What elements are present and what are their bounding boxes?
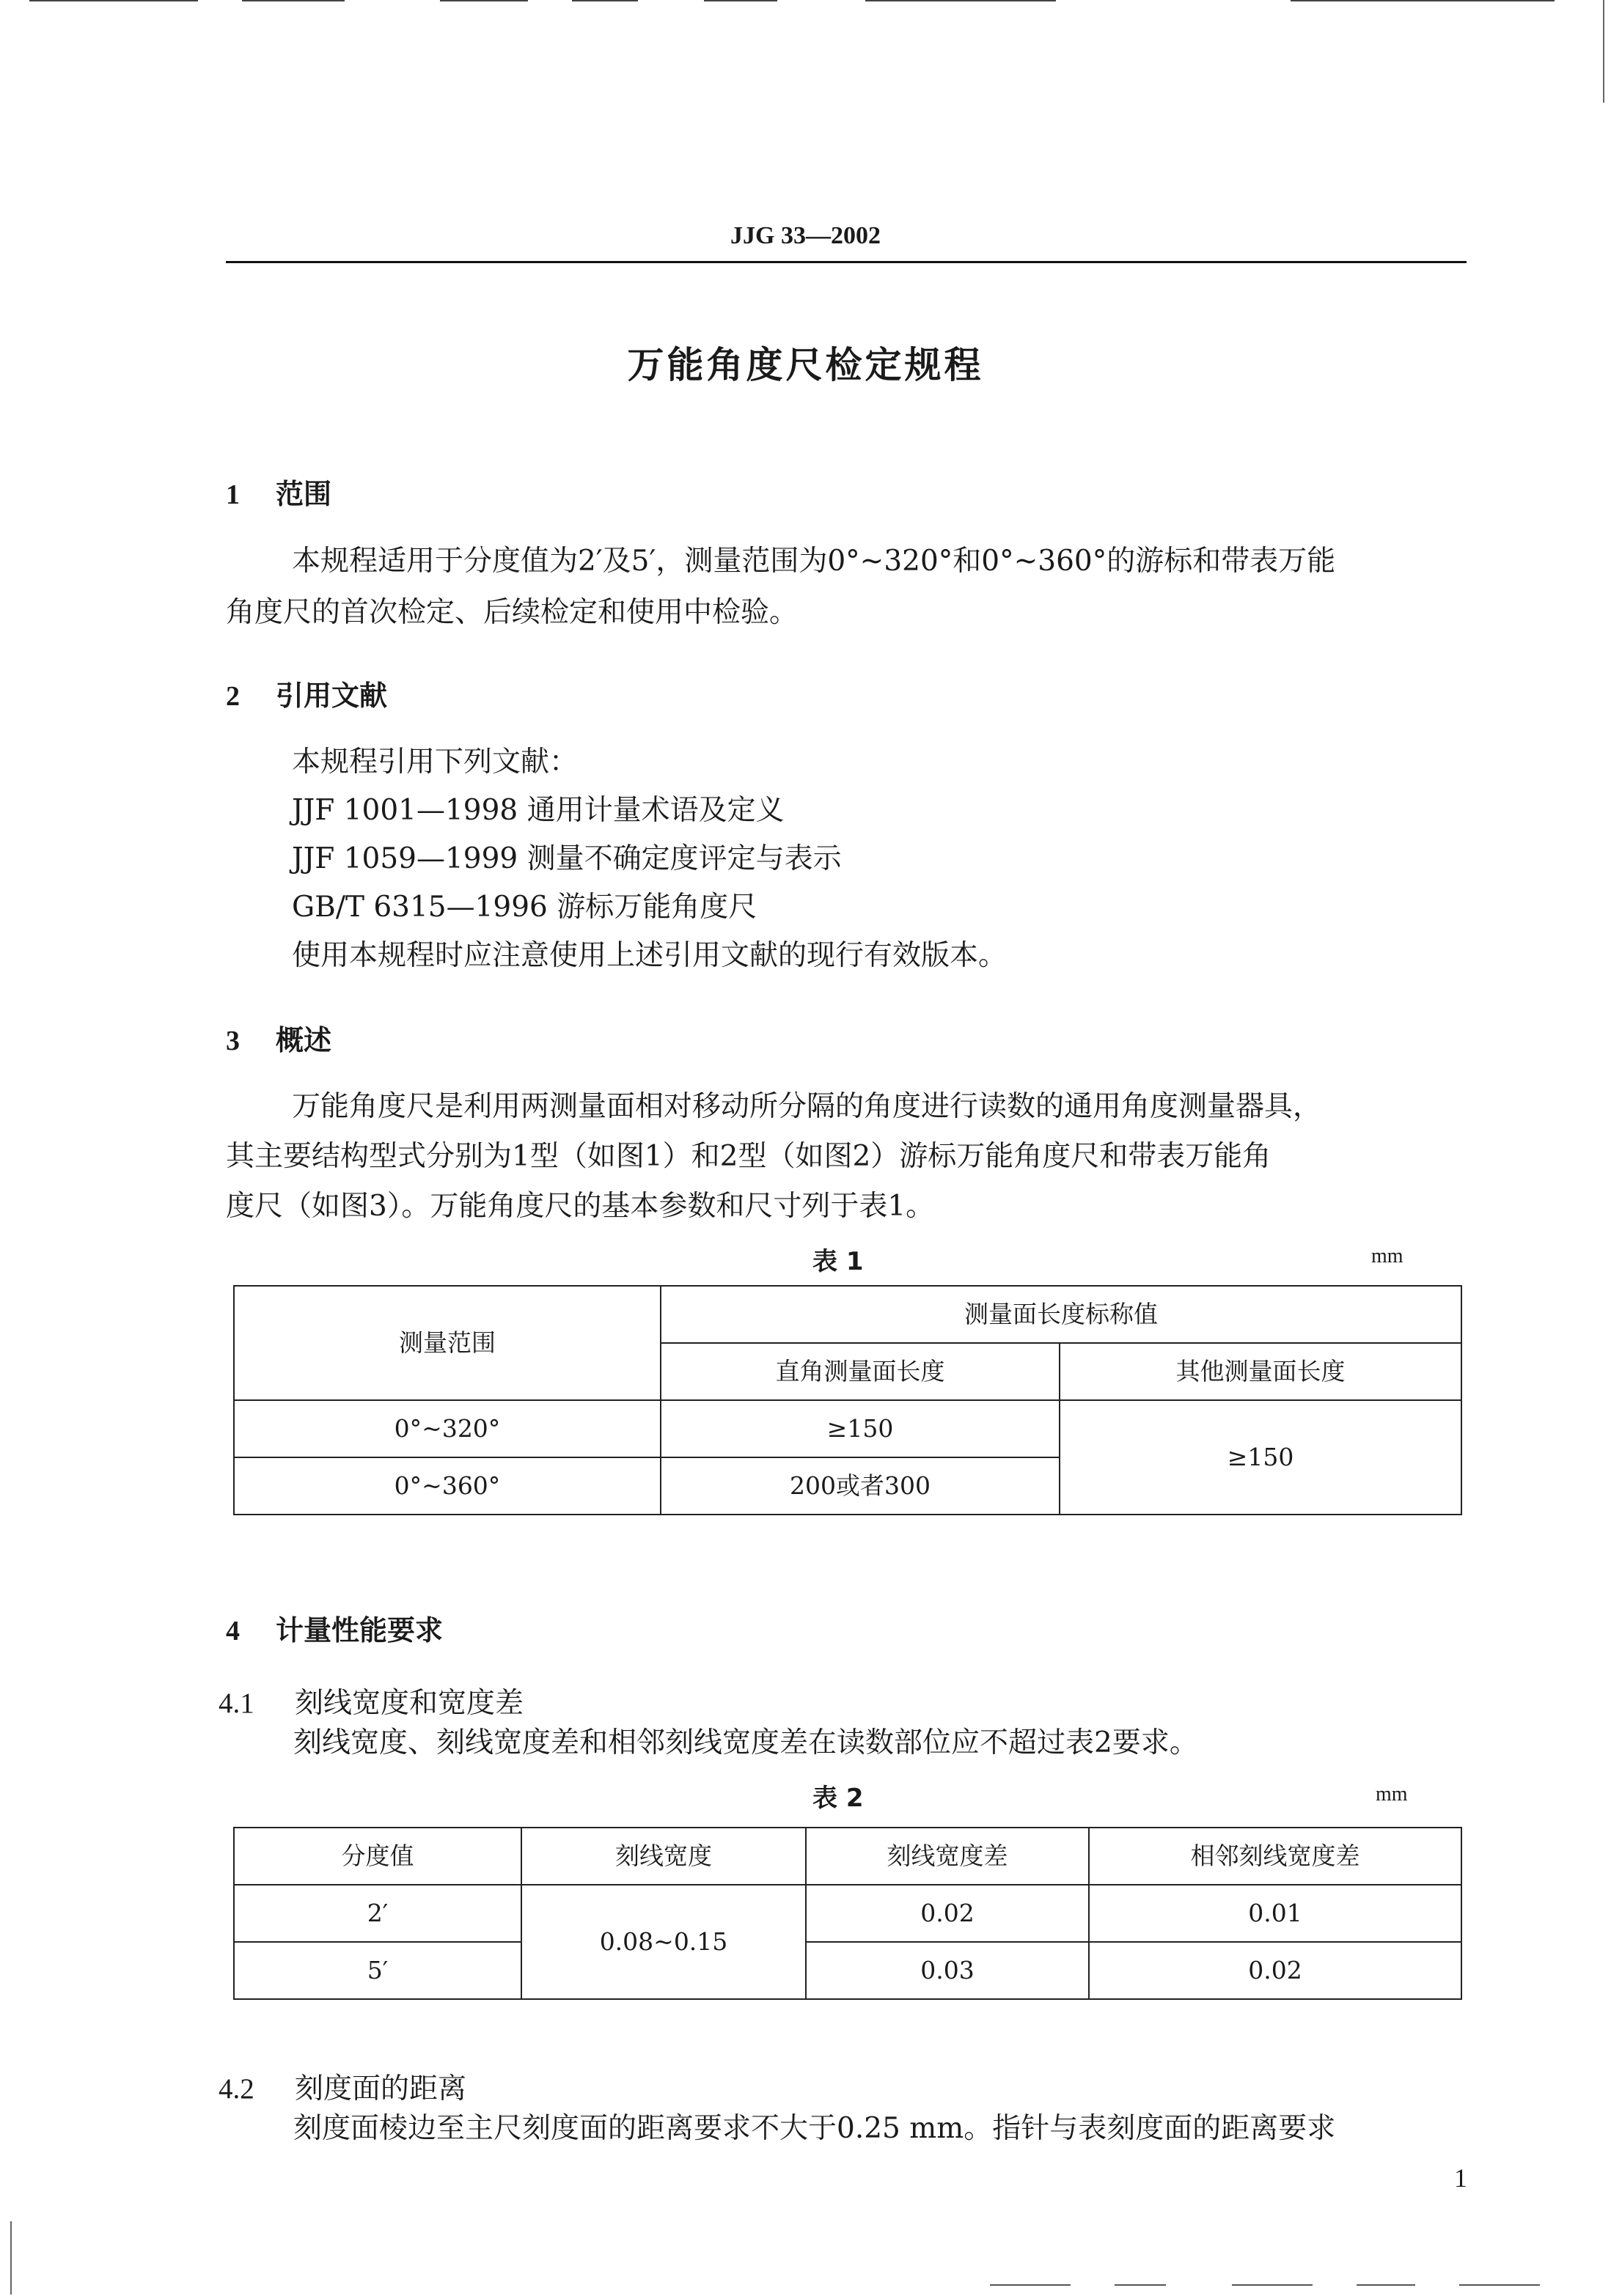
paragraph-line: 刻线宽度、刻线宽度差和相邻刻线宽度差在读数部位应不超过表2要求。 [293,1726,1198,1759]
scan-artifact [440,0,528,1]
scan-artifact [29,0,198,1]
scan-artifact [242,0,345,1]
subsection-4-2-heading [219,2066,466,2107]
paragraph-line: 刻度面棱边至主尺刻度面的距离要求不大于0.25 mm。指针与表刻度面的距离要求 [293,2112,1336,2145]
table-1 [233,1285,1462,1515]
paragraph-line: 其主要结构型式分别为1型（如图1）和2型（如图2）游标万能角度尺和带表万能角 [226,1140,1271,1173]
table-cell: 测量面长度标称值 [661,1286,1461,1343]
section-number: 2 [226,681,240,712]
standard-code: JJG 33—2002 [730,222,881,249]
scan-artifact [990,2284,1071,2286]
subsection-4-1-heading [219,1680,524,1721]
page-title: 万能角度尺检定规程 [627,344,984,386]
scan-artifact [572,0,638,1]
paragraph-line: 使用本规程时应注意使用上述引用文献的现行有效版本。 [292,939,1008,972]
paragraph-line: 度尺（如图3）。万能角度尺的基本参数和尺寸列于表1。 [226,1190,935,1223]
table-cell: 0.08~0.15 [521,1885,806,1999]
section-3-heading [226,1018,331,1058]
section-title: 概述 [276,1024,332,1056]
table-cell: 0.02 [806,1885,1089,1942]
subsection-title: 刻线宽度和宽度差 [295,1687,524,1720]
page-number: 1 [1454,2163,1467,2193]
table-cell: 2′ [234,1885,521,1942]
table-cell: 0.03 [806,1942,1089,1999]
scan-artifact [1115,2284,1166,2286]
table-header-cell: 刻线宽度差 [806,1828,1089,1885]
table-1-unit: mm [1371,1245,1403,1267]
reference-item: GB/T 6315—1996 游标万能角度尺 [292,891,757,924]
scan-artifact [1232,2284,1313,2286]
table-cell: 0.01 [1089,1885,1461,1942]
section-1-heading [226,471,331,512]
table-cell: 直角测量面长度 [661,1343,1060,1400]
section-number: 1 [226,479,240,510]
subsection-number: 4.2 [219,2073,254,2105]
scan-artifact [1603,0,1604,103]
paragraph-line: 本规程引用下列文献： [292,746,579,779]
section-title: 计量性能要求 [276,1614,444,1646]
scan-artifact [10,2221,12,2295]
table-header-cell: 分度值 [234,1828,521,1885]
table-cell: 200或者300 [661,1457,1060,1515]
section-2-heading [226,673,387,713]
table-2 [233,1827,1462,2000]
table-header-cell: 刻线宽度 [521,1828,806,1885]
table-2-caption: 表 2 [812,1784,864,1813]
subsection-title: 刻度面的距离 [295,2072,467,2105]
section-title: 范围 [276,478,332,510]
paragraph-line: 本规程适用于分度值为2′及5′，测量范围为0°~320°和0°~360°的游标和带表万能 [292,545,1336,578]
reference-item: JJF 1059—1999 测量不确定度评定与表示 [292,842,842,875]
table-cell: 0°~360° [234,1457,661,1515]
reference-item: JJF 1001—1998 通用计量术语及定义 [292,794,785,827]
scan-artifact [1357,2284,1415,2286]
table-2-unit: mm [1376,1783,1408,1806]
subsection-number: 4.1 [219,1688,254,1719]
scan-artifact [704,0,777,1]
table-1-caption: 表 1 [812,1247,864,1276]
scan-artifact [1291,0,1555,1]
table-cell: ≥150 [1060,1400,1461,1515]
table-cell: 5′ [234,1942,521,1999]
table-cell: 0.02 [1089,1942,1461,1999]
table-cell: 其他测量面长度 [1060,1343,1461,1400]
paragraph-line: 万能角度尺是利用两测量面相对移动所分隔的角度进行读数的通用角度测量器具， [292,1090,1322,1123]
table-cell: ≥150 [661,1400,1060,1457]
section-number: 4 [226,1616,240,1646]
table-header-cell: 相邻刻线宽度差 [1089,1828,1461,1885]
section-number: 3 [226,1026,240,1056]
section-4-heading [226,1608,443,1648]
table-cell: 测量范围 [234,1286,661,1400]
section-title: 引用文献 [276,680,388,712]
scan-artifact [1459,2284,1540,2286]
scan-artifact [865,0,1056,1]
header-rule [226,261,1467,263]
table-cell: 0°~320° [234,1400,661,1457]
paragraph-line: 角度尺的首次检定、后续检定和使用中检验。 [226,596,799,629]
